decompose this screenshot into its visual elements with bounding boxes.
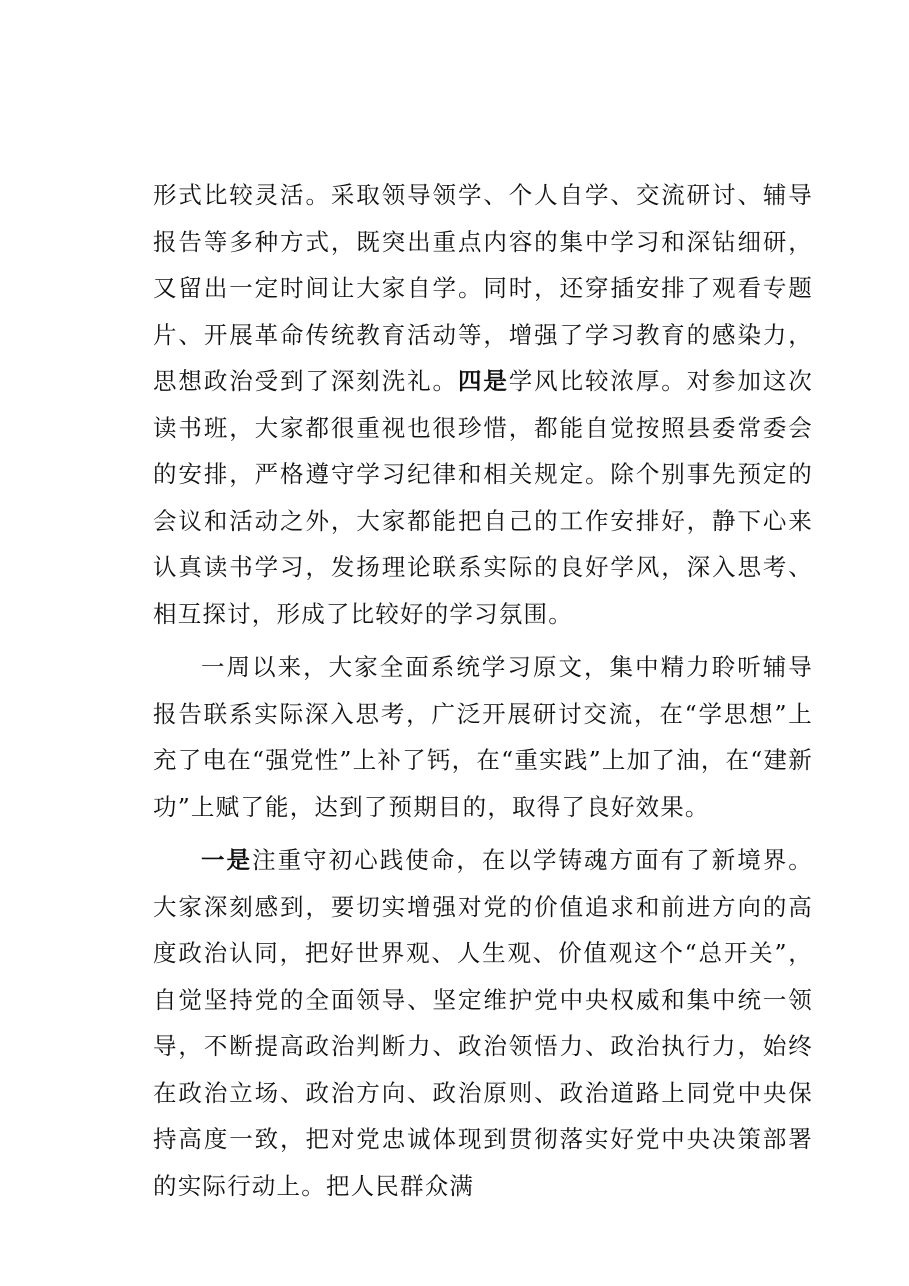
paragraph-2-text: 一周以来，大家全面系统学习原文，集中精力聆听辅导报告联系实际深入思考，广泛开展研讨交流，在“学思想”上充了电在“强党性”上补了钙，在“重实践”上加了油，在“建新功”上赋了能，达到了预期目的，取得了良好效果。 [153,653,813,821]
document-body [153,172,813,1209]
paragraph-1 [153,172,813,637]
paragraph-3-emphasis-yi-shi: 一是 [201,846,253,874]
paragraph-1-emphasis-si-shi: 四是 [457,367,509,395]
paragraph-3-text: 注重守初心践使命，在以学铸魂方面有了新境界。大家深刻感到，要切实增强对党的价值追求和前进方向的高度政治认同，把好世界观、人生观、价值观这个“总开关”，自觉坚持党的全面领导、坚定维护党中央权威和集中统一领导，不断提高政治判断力、政治领悟力、政治执行力，始终在政治立场、政治方向、政治原则、政治道路上同党中央保持高度一致，把对党忠诚体现到贯彻落实好党中央决策部署的实际行动上。把人民群众满 [153,846,813,1200]
paragraph-3 [153,837,813,1209]
paragraph-1-text-b: 学风比较浓厚。对参加这次读书班，大家都很重视也很珍惜，都能自觉按照县委常委会的安排，严格遵守学习纪律和相关规定。除个别事先预定的会议和活动之外，大家都能把自己的工作安排好，静下心来认真读书学习，发扬理论联系实际的良好学风，深入思考、相互探讨，形成了比较好的学习氛围。 [153,367,813,628]
paragraph-2 [153,644,813,830]
paragraph-1-text-a: 形式比较灵活。采取领导领学、个人自学、交流研讨、辅导报告等多种方式，既突出重点内容的集中学习和深钻细研，又留出一定时间让大家自学。同时，还穿插安排了观看专题片、开展革命传统教育活动等，增强了学习教育的感染力，思想政治受到了深刻洗礼。 [153,181,813,395]
